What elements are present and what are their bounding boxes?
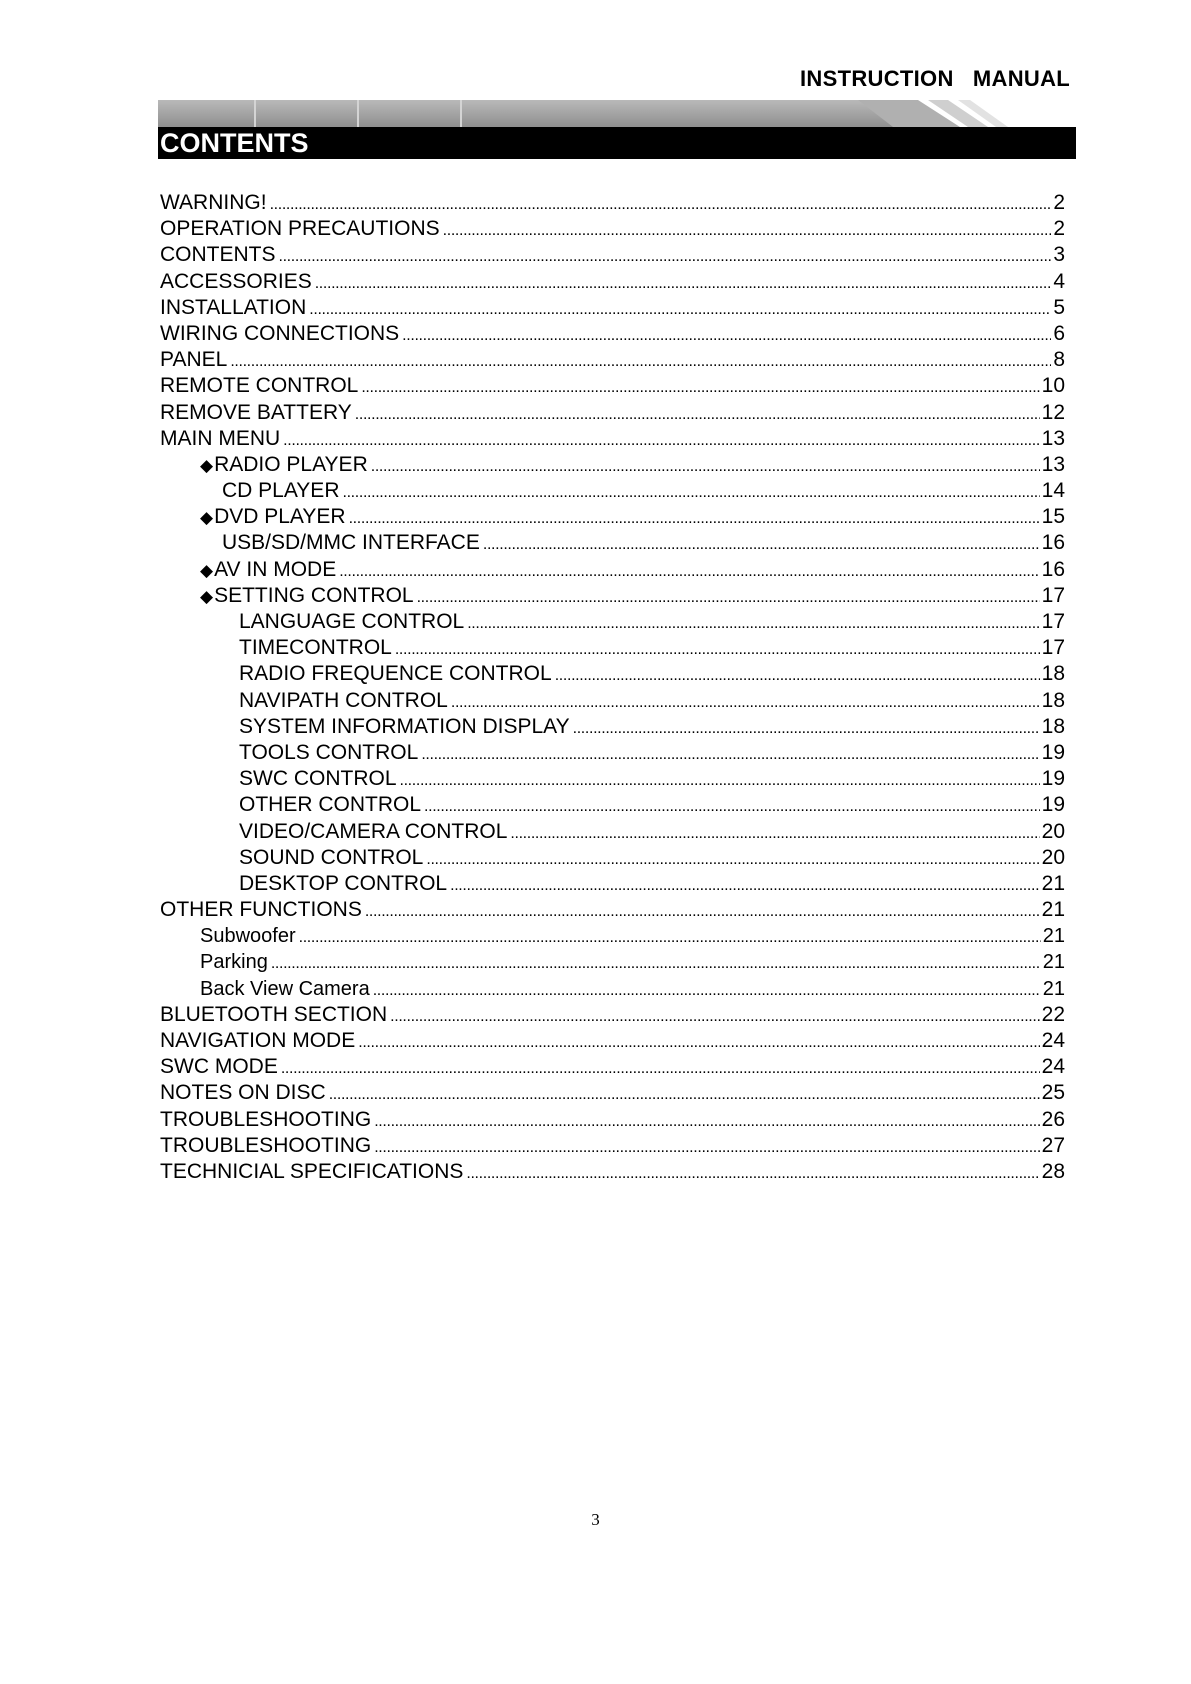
dot-leader xyxy=(373,976,1041,1004)
dot-leader xyxy=(299,923,1041,951)
toc-entry-text: MAIN MENU xyxy=(160,426,281,450)
toc-entry-page: 8 xyxy=(1053,348,1065,372)
toc-entry-text: TROUBLESHOOTING xyxy=(160,1107,372,1131)
toc-entry-title xyxy=(200,976,370,1002)
toc-entry-text: Back View Camera xyxy=(200,977,370,1000)
toc-entry-page: 19 xyxy=(1041,767,1065,791)
toc-entry-title xyxy=(239,714,570,740)
toc-entry-text: PANEL xyxy=(160,348,228,372)
toc-entry-page: 3 xyxy=(1053,243,1065,267)
dot-leader xyxy=(417,583,1040,611)
toc-entry-text: REMOTE CONTROL xyxy=(160,374,359,398)
toc-entry-title xyxy=(239,609,464,635)
diamond-bullet-icon: ◆ xyxy=(200,508,214,528)
toc-entry-title xyxy=(239,871,447,897)
diamond-bullet-icon: ◆ xyxy=(200,586,214,606)
toc-entry xyxy=(160,897,1065,923)
toc-entry-page: 10 xyxy=(1041,374,1065,398)
dot-leader xyxy=(270,190,1052,218)
toc-entry xyxy=(160,845,1065,871)
toc-entry-page: 24 xyxy=(1041,1029,1065,1052)
toc-entry-page: 24 xyxy=(1041,1055,1065,1079)
toc-entry-text: BLUETOOTH SECTION xyxy=(160,1002,388,1026)
toc-entry xyxy=(160,635,1065,661)
toc-entry-title xyxy=(160,1107,371,1133)
toc-entry-page: 19 xyxy=(1041,793,1065,817)
toc-entry-text: OTHER CONTROL xyxy=(239,793,422,817)
dot-leader xyxy=(371,452,1040,480)
dot-leader xyxy=(309,295,1051,323)
dot-leader xyxy=(390,1002,1039,1030)
toc-entry-title xyxy=(160,347,227,373)
dot-leader xyxy=(421,740,1039,768)
dot-leader xyxy=(230,347,1051,375)
toc-entry xyxy=(160,557,1065,583)
dot-leader xyxy=(395,635,1040,663)
toc-entry xyxy=(160,295,1065,321)
dot-leader xyxy=(355,400,1040,428)
toc-entry-text: SETTING CONTROL xyxy=(214,583,414,607)
dot-leader xyxy=(374,1107,1039,1135)
toc-entry xyxy=(160,190,1065,216)
toc-entry-page: 20 xyxy=(1041,845,1065,869)
toc-entry-title xyxy=(200,504,346,531)
toc-entry xyxy=(160,478,1065,504)
toc-entry-title xyxy=(239,688,448,714)
toc-entry-page: 17 xyxy=(1041,636,1065,660)
dot-leader xyxy=(573,714,1040,742)
toc-entry xyxy=(160,426,1065,452)
toc-entry xyxy=(160,714,1065,740)
toc-entry-text: NAVIGATION MODE xyxy=(160,1029,356,1052)
toc-entry-page: 18 xyxy=(1041,688,1065,712)
toc-entry-text: TROUBLESHOOTING xyxy=(160,1133,372,1157)
dot-leader xyxy=(315,269,1052,297)
dot-leader xyxy=(365,897,1040,925)
dot-leader xyxy=(510,819,1039,847)
toc-entry-text: CONTENTS xyxy=(160,243,276,267)
toc-entry xyxy=(160,740,1065,766)
toc-entry xyxy=(160,504,1065,530)
toc-entry-title xyxy=(160,426,280,452)
toc-entry xyxy=(160,976,1065,1002)
toc-entry-text: SYSTEM INFORMATION DISPLAY xyxy=(239,714,570,738)
toc-entry xyxy=(160,1002,1065,1028)
toc-entry-page: 28 xyxy=(1041,1159,1065,1183)
dot-leader xyxy=(361,373,1039,401)
toc-entry-text: Subwoofer xyxy=(200,925,296,948)
toc-entry-page: 17 xyxy=(1041,610,1065,633)
toc-entry xyxy=(160,609,1065,635)
dot-leader xyxy=(349,504,1040,532)
toc-entry xyxy=(160,373,1065,399)
toc-entry-page: 12 xyxy=(1041,400,1065,424)
toc-entry-text: TIMECONTROL xyxy=(239,636,392,660)
toc-entry-title xyxy=(160,1080,326,1106)
toc-entry xyxy=(160,871,1065,897)
dot-leader xyxy=(451,688,1040,716)
dot-leader xyxy=(450,871,1040,899)
toc-entry-title xyxy=(160,1054,278,1080)
toc-entry-page: 18 xyxy=(1041,714,1065,738)
toc-entry-page: 21 xyxy=(1041,898,1065,922)
toc-entry-title xyxy=(200,583,414,610)
toc-entry-page: 16 xyxy=(1041,531,1065,555)
dot-leader xyxy=(483,530,1040,558)
toc-entry-page: 18 xyxy=(1041,662,1065,686)
toc-entry-title xyxy=(160,373,358,399)
toc-entry-page: 25 xyxy=(1041,1081,1065,1105)
toc-entry-title xyxy=(239,661,552,687)
toc-entry xyxy=(160,1028,1065,1054)
toc-entry-title xyxy=(160,1028,355,1054)
toc-entry-page: 27 xyxy=(1041,1133,1065,1157)
toc-entry-title xyxy=(160,1002,387,1028)
toc-entry xyxy=(160,661,1065,687)
toc-entry-title xyxy=(160,1159,463,1185)
toc-entry-text: SOUND CONTROL xyxy=(239,845,424,869)
dot-leader xyxy=(424,792,1040,820)
toc-entry xyxy=(160,583,1065,609)
toc-entry xyxy=(160,688,1065,714)
toc-entry xyxy=(160,1107,1065,1133)
toc-entry-title xyxy=(239,819,507,845)
dot-leader xyxy=(467,609,1039,637)
toc-entry-text: Parking xyxy=(200,951,268,974)
dot-leader xyxy=(374,1133,1039,1161)
header-title: INSTRUCTION MANUAL xyxy=(800,66,1070,91)
contents-heading: CONTENTS xyxy=(160,128,309,158)
toc-entry-title xyxy=(160,242,276,268)
toc-entry-text: SWC MODE xyxy=(160,1055,278,1079)
toc-entry-page: 26 xyxy=(1041,1107,1065,1131)
toc-entry xyxy=(160,452,1065,478)
toc-entry xyxy=(160,766,1065,792)
toc-entry-page: 5 xyxy=(1053,295,1065,319)
toc-entry-title xyxy=(222,530,480,556)
toc-entry-text: OTHER FUNCTIONS xyxy=(160,898,362,922)
toc-entry-title xyxy=(160,295,306,321)
toc-entry-text: WIRING CONNECTIONS xyxy=(160,321,400,345)
toc-entry-text: OPERATION PRECAUTIONS xyxy=(160,217,440,241)
toc-entry-text: ACCESSORIES xyxy=(160,269,312,293)
toc-entry-page: 20 xyxy=(1041,819,1065,843)
toc-entry-text: INSTALLATION xyxy=(160,295,307,319)
dot-leader xyxy=(279,242,1052,270)
toc-entry-page: 2 xyxy=(1053,217,1065,241)
toc-entry-page: 2 xyxy=(1053,191,1065,214)
toc-entry xyxy=(160,923,1065,949)
dot-leader xyxy=(342,478,1039,506)
toc-entry-page: 19 xyxy=(1041,740,1065,764)
toc-entry-text: TOOLS CONTROL xyxy=(239,740,419,764)
table-of-contents xyxy=(160,190,1065,1185)
toc-entry-text: SWC CONTROL xyxy=(239,767,397,791)
toc-entry-title xyxy=(239,740,418,766)
dot-leader xyxy=(466,1159,1039,1187)
toc-entry xyxy=(160,1054,1065,1080)
toc-entry-title xyxy=(239,845,423,871)
toc-entry-title xyxy=(160,190,267,216)
toc-entry xyxy=(160,792,1065,818)
diamond-bullet-icon: ◆ xyxy=(200,560,214,580)
toc-entry-page: 21 xyxy=(1041,871,1065,895)
toc-entry-title xyxy=(160,400,352,426)
toc-entry-text: REMOVE BATTERY xyxy=(160,400,352,424)
toc-entry-page: 21 xyxy=(1042,925,1065,948)
toc-entry xyxy=(160,949,1065,975)
toc-entry-text: VIDEO/CAMERA CONTROL xyxy=(239,819,508,843)
toc-entry-page: 16 xyxy=(1041,557,1065,581)
toc-entry-page: 6 xyxy=(1053,321,1065,345)
toc-entry-page: 13 xyxy=(1041,452,1065,476)
toc-entry-page: 17 xyxy=(1041,583,1065,607)
toc-entry-title xyxy=(160,1133,371,1159)
toc-entry-page: 15 xyxy=(1041,505,1065,529)
toc-entry xyxy=(160,400,1065,426)
toc-entry xyxy=(160,321,1065,347)
dot-leader xyxy=(400,766,1040,794)
toc-entry-page: 14 xyxy=(1041,479,1065,503)
toc-entry-title xyxy=(200,452,368,479)
toc-entry-text: WARNING! xyxy=(160,191,267,214)
toc-entry-title xyxy=(239,635,392,661)
toc-entry-page: 13 xyxy=(1041,426,1065,450)
toc-entry-title xyxy=(200,557,336,584)
toc-entry-page: 21 xyxy=(1042,951,1065,974)
diamond-bullet-icon: ◆ xyxy=(200,455,214,475)
toc-entry-title xyxy=(160,216,440,242)
toc-entry-page: 4 xyxy=(1053,269,1065,293)
toc-entry-title xyxy=(239,766,397,792)
toc-entry-title xyxy=(160,897,362,923)
page-number: 3 xyxy=(591,1510,600,1529)
dot-leader xyxy=(426,845,1039,873)
toc-entry-text: NAVIPATH CONTROL xyxy=(239,688,448,712)
toc-entry xyxy=(160,1133,1065,1159)
dot-leader xyxy=(281,1054,1040,1082)
toc-entry xyxy=(160,1080,1065,1106)
dot-leader xyxy=(358,1028,1039,1056)
toc-entry-text: DESKTOP CONTROL xyxy=(239,871,448,895)
toc-entry-text: AV IN MODE xyxy=(214,557,337,581)
toc-entry-title xyxy=(160,321,399,347)
dot-leader xyxy=(339,557,1039,585)
dot-leader xyxy=(555,661,1040,689)
toc-entry-text: TECHNICIAL SPECIFICATIONS xyxy=(160,1159,464,1183)
dot-leader xyxy=(329,1080,1040,1108)
toc-entry-title xyxy=(200,949,268,975)
toc-entry-title xyxy=(200,923,296,949)
toc-entry xyxy=(160,530,1065,556)
toc-entry-text: RADIO PLAYER xyxy=(214,452,368,476)
contents-banner xyxy=(158,100,1076,160)
toc-entry-page: 21 xyxy=(1042,977,1065,1000)
toc-entry-text: USB/SD/MMC INTERFACE xyxy=(222,531,480,555)
toc-entry xyxy=(160,269,1065,295)
toc-entry xyxy=(160,216,1065,242)
toc-entry-title xyxy=(222,478,339,504)
dot-leader xyxy=(271,949,1041,977)
toc-entry-text: NOTES ON DISC xyxy=(160,1081,326,1105)
toc-entry xyxy=(160,347,1065,373)
toc-entry xyxy=(160,242,1065,268)
dot-leader xyxy=(443,216,1052,244)
toc-entry-page: 22 xyxy=(1041,1002,1065,1026)
toc-entry-text: CD PLAYER xyxy=(222,479,340,503)
dot-leader xyxy=(283,426,1039,454)
toc-entry-text: RADIO FREQUENCE CONTROL xyxy=(239,662,552,686)
toc-entry xyxy=(160,819,1065,845)
toc-entry-title xyxy=(160,269,312,295)
dot-leader xyxy=(402,321,1051,349)
toc-entry-title xyxy=(239,792,421,818)
toc-entry-text: DVD PLAYER xyxy=(214,505,346,529)
toc-entry-text: LANGUAGE CONTROL xyxy=(239,610,465,633)
toc-entry xyxy=(160,1159,1065,1185)
